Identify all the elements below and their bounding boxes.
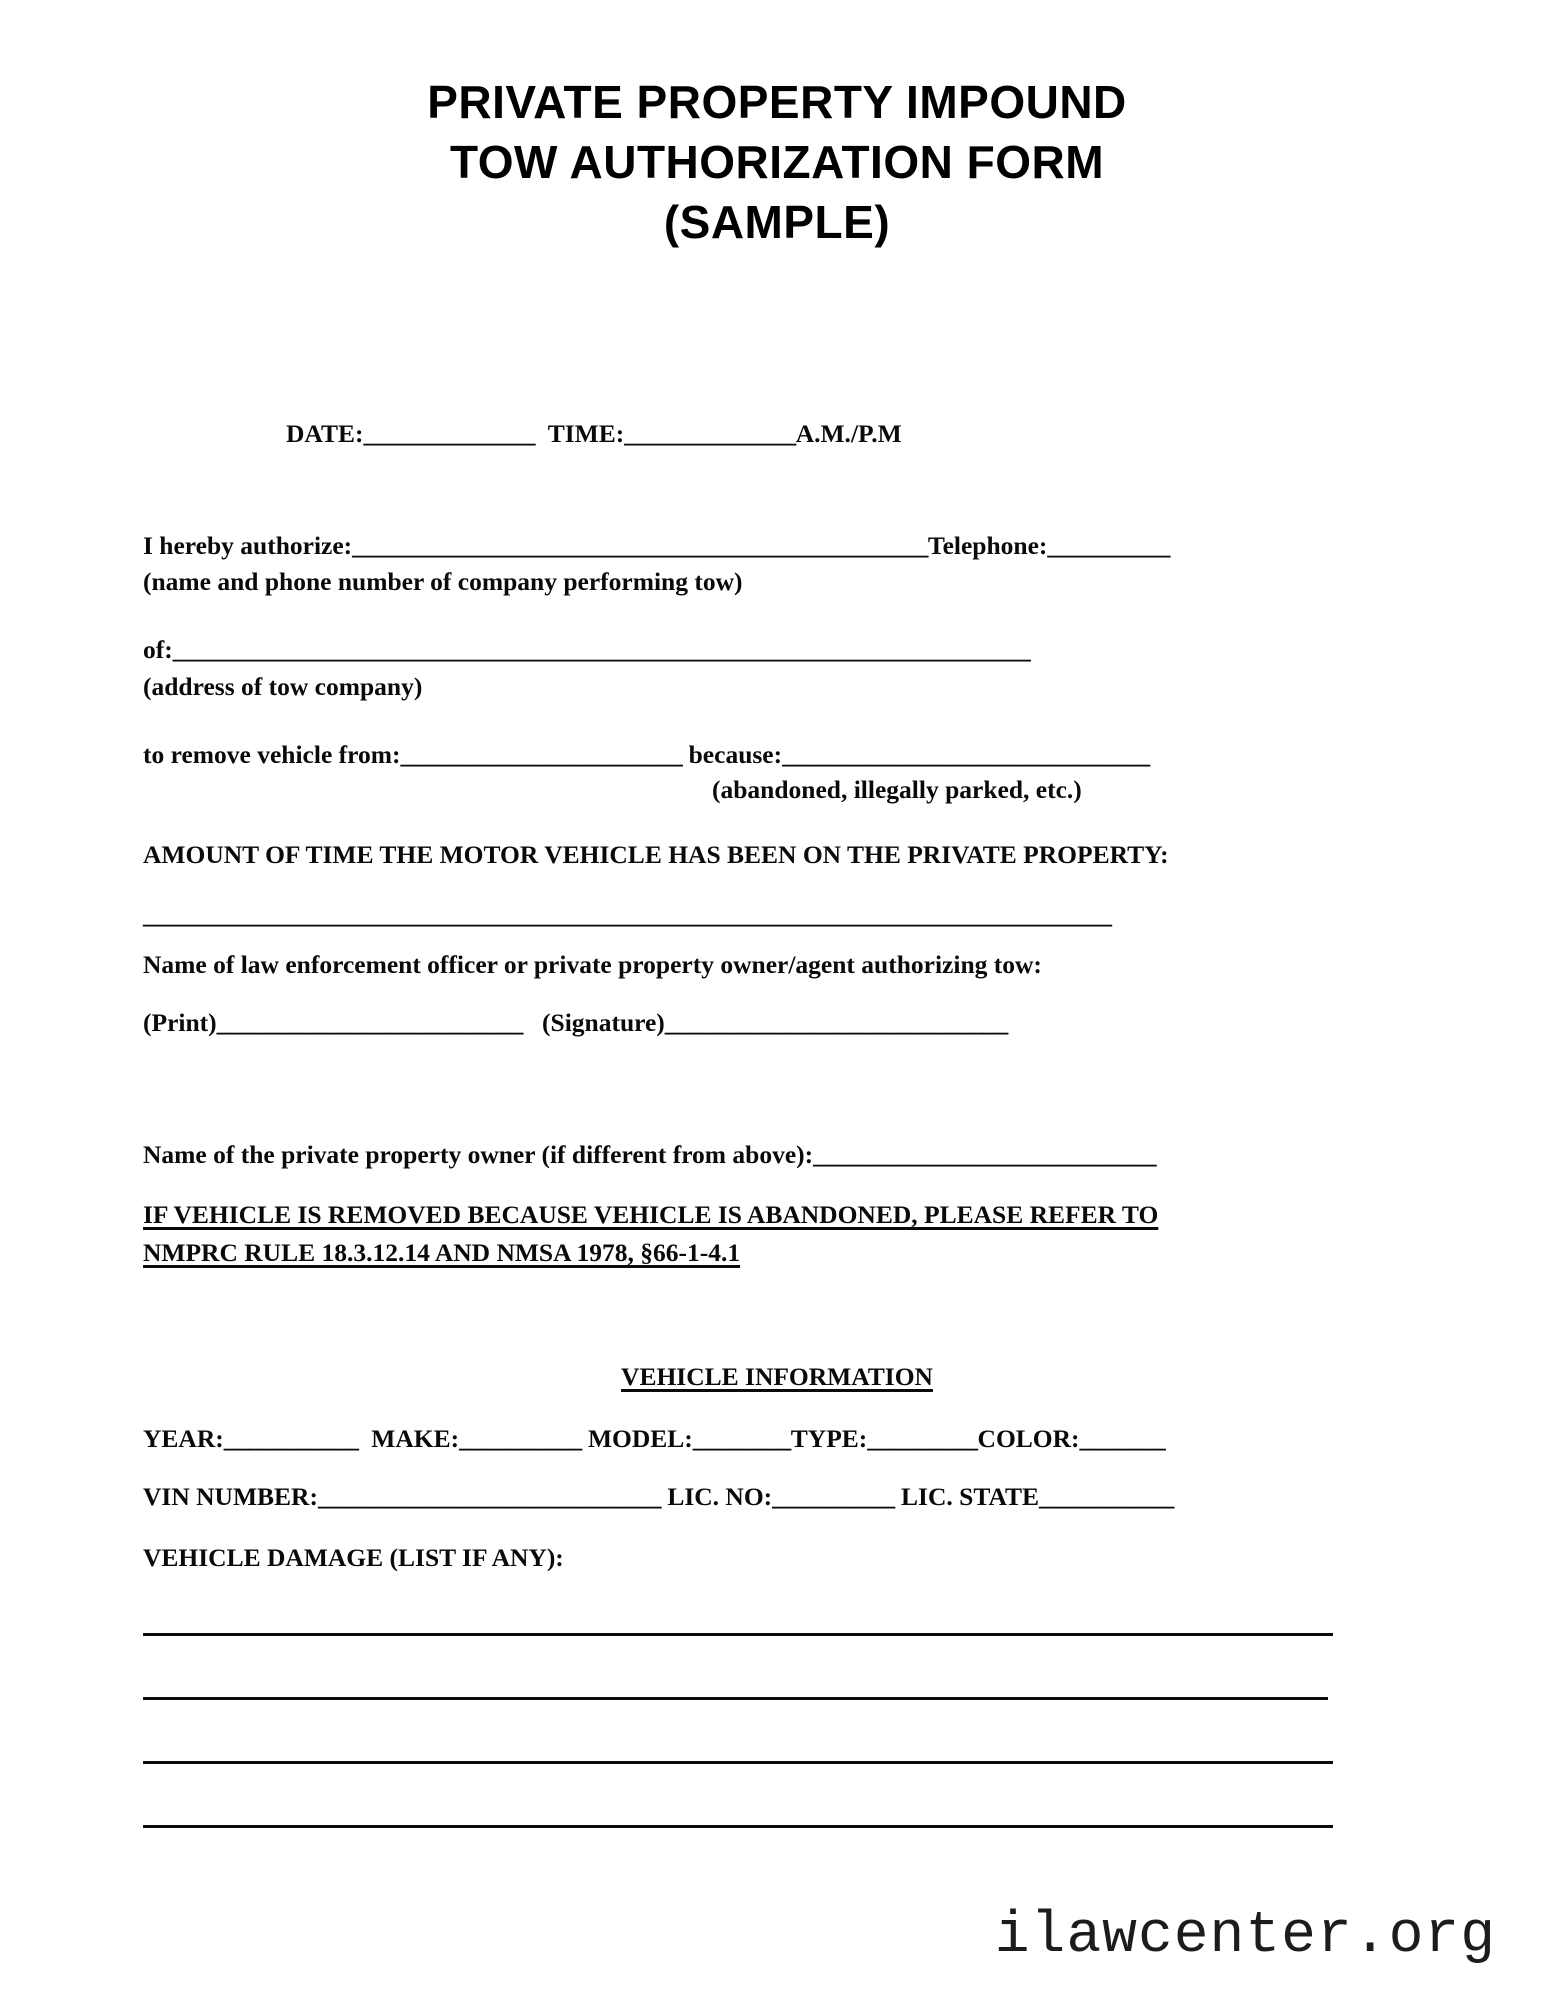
damage-line-2[interactable] (143, 1697, 1328, 1700)
ampm-label: A.M./P.M (795, 419, 902, 448)
authorize-label: I hereby authorize: (143, 531, 353, 560)
title-line-2: TOW AUTHORIZATION FORM (449, 136, 1105, 188)
amount-of-time-input[interactable]: ____________________________________________________________________________ (143, 900, 1112, 929)
time-input[interactable]: ______________ (624, 419, 796, 448)
vehicle-line-vin-lic (143, 1482, 1174, 1512)
address-label: of: (143, 635, 173, 664)
vin-input[interactable]: ____________________________ (317, 1482, 661, 1511)
lic-no-label: LIC. NO: (667, 1482, 773, 1511)
address-hint: (address of tow company) (143, 672, 423, 701)
page-title (0, 72, 1554, 252)
owner-label: Name of the private property owner (if different from above): (143, 1140, 814, 1169)
authorize-row (143, 531, 1170, 561)
remove-from-row (143, 740, 1150, 770)
date-label: DATE: (286, 419, 364, 448)
color-input[interactable]: _______ (1079, 1424, 1166, 1453)
lic-state-label: LIC. STATE (901, 1482, 1039, 1511)
date-time-row (286, 419, 902, 449)
make-input[interactable]: __________ (459, 1424, 582, 1453)
officer-print-sign-row (143, 1008, 1008, 1038)
because-hint: (abandoned, illegally parked, etc.) (712, 775, 1082, 804)
site-watermark: ilawcenter.org (994, 1904, 1496, 1969)
because-input[interactable]: ______________________________ (782, 740, 1150, 769)
lic-state-input[interactable]: ___________ (1038, 1482, 1174, 1511)
remove-from-input[interactable]: _______________________ (400, 740, 683, 769)
owner-input[interactable]: ____________________________ (813, 1140, 1157, 1169)
remove-from-label: to remove vehicle from: (143, 740, 401, 769)
amount-of-time-label: AMOUNT OF TIME THE MOTOR VEHICLE HAS BEEN ON THE PRIVATE PROPERTY: (143, 840, 1169, 869)
damage-line-4[interactable] (143, 1825, 1333, 1828)
time-label: TIME: (547, 419, 625, 448)
authorize-hint: (name and phone number of company performing tow) (143, 567, 743, 596)
vehicle-damage-label: VEHICLE DAMAGE (LIST IF ANY): (143, 1543, 564, 1572)
abandoned-notice-line-1: IF VEHICLE IS REMOVED BECAUSE VEHICLE IS ABANDONED, PLEASE REFER TO (143, 1200, 1159, 1229)
model-input[interactable]: ________ (692, 1424, 791, 1453)
address-input[interactable]: ______________________________________________________________________ (172, 635, 1031, 664)
vin-label: VIN NUMBER: (143, 1482, 318, 1511)
signature-input[interactable]: ____________________________ (664, 1008, 1008, 1037)
telephone-input[interactable]: __________ (1047, 531, 1170, 560)
abandoned-notice-line-2: NMPRC RULE 18.3.12.14 AND NMSA 1978, §66-1-4.1 (143, 1238, 741, 1267)
date-input[interactable]: ______________ (363, 419, 535, 448)
damage-line-1[interactable] (143, 1633, 1333, 1636)
authorize-company-input[interactable]: _______________________________________________ (352, 531, 928, 560)
signature-label: (Signature) (542, 1008, 665, 1037)
type-label: TYPE: (790, 1424, 868, 1453)
vehicle-line-year-make-model (143, 1424, 1165, 1454)
year-input[interactable]: ___________ (223, 1424, 359, 1453)
year-label: YEAR: (143, 1424, 224, 1453)
model-label: MODEL: (587, 1424, 693, 1453)
vehicle-information-heading: VEHICLE INFORMATION (621, 1362, 933, 1391)
address-row (143, 635, 1030, 665)
owner-row (143, 1140, 1156, 1170)
damage-line-3[interactable] (143, 1761, 1333, 1764)
because-label: because: (688, 740, 783, 769)
print-input[interactable]: _________________________ (216, 1008, 523, 1037)
lic-no-input[interactable]: __________ (772, 1482, 895, 1511)
officer-label: Name of law enforcement officer or private property owner/agent authorizing tow: (143, 950, 1042, 979)
type-input[interactable]: _________ (867, 1424, 978, 1453)
color-label: COLOR: (977, 1424, 1080, 1453)
telephone-label: Telephone: (927, 531, 1048, 560)
title-line-3: (SAMPLE) (663, 196, 891, 248)
title-line-1: PRIVATE PROPERTY IMPOUND (427, 76, 1127, 128)
print-label: (Print) (143, 1008, 217, 1037)
make-label: MAKE: (371, 1424, 460, 1453)
